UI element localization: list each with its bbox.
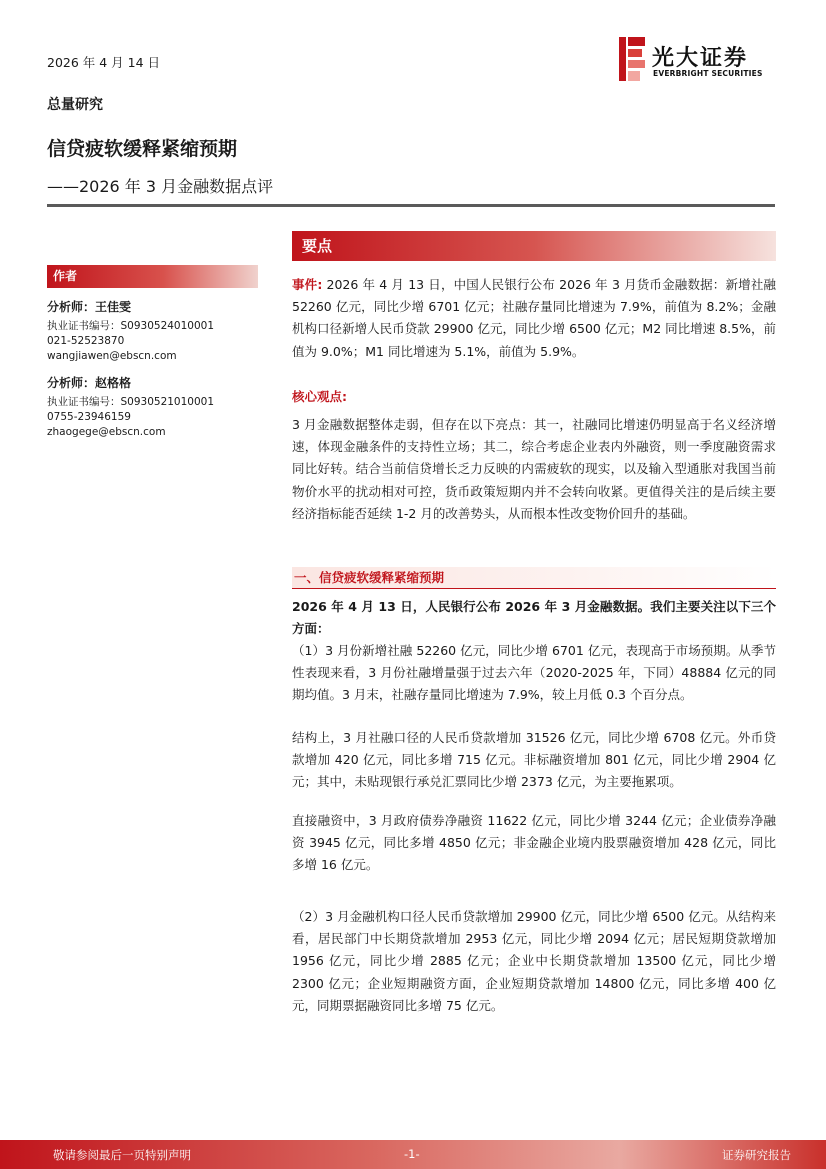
event-paragraph [292,274,776,363]
section-heading: 一、信贷疲软缓释紧缩预期 [292,567,776,589]
core-view-paragraph: 3 月金融数据整体走弱，但存在以下亮点：其一，社融同比增速仍明显高于名义经济增速，体现金融条件的支持性立场；其二，综合考虑企业表内外融资，则一季度融资需求同比好转。结合当前信贷增长乏力反映的内需疲软的现实，以及输入型通胀对我国当前物价水平的扰动相对可控，货币政策短期内并不会转向收紧。更值得关注的是后续主要经济指标能否延续 1-2 月的改善势头，从而根本性改变物价回升的基础。 [292,417,776,521]
analyst-name: 分析师：赵格格 [47,376,132,390]
report-date: 2026 年 4 月 14 日 [47,55,161,70]
report-subtitle: ——2026 年 3 月金融数据点评 [47,177,274,196]
analyst-license: 执业证书编号：S0930524010001 [47,320,215,332]
page-number: -1- [404,1147,420,1161]
analyst-email[interactable]: wangjiawen@ebscn.com [47,350,177,362]
core-view-label [292,386,776,408]
key-points-heading: 要点 [292,231,776,261]
analyst-name: 分析师：王佳雯 [47,300,132,314]
logo-english-name: EVERBRIGHT SECURITIES [653,69,763,78]
header-divider [47,204,775,207]
footer-disclaimer[interactable]: 敬请参阅最后一页特别声明 [53,1148,191,1162]
direct-financing-paragraph: 直接融资中，3 月政府债券净融资 11622 亿元，同比少增 3244 亿元；企业债券净融资 3945 亿元，同比多增 4850 亿元；非金融企业境内股票融资增加 428 亿元，同比多增 16 亿元。 [292,813,776,873]
section-intro: 2026 年 4 月 13 日，人民银行公布 2026 年 3 月金融数据。我们主要关注以下三个方面： [292,599,776,637]
analyst-license: 执业证书编号：S0930521010001 [47,396,215,408]
structure-paragraph: 结构上，3 月社融口径的人民币贷款增加 31526 亿元，同比少增 6708 亿元。外币贷款增加 420 亿元，同比多增 715 亿元。非标融资增加 801 亿元，同比少增 2904 亿元；其中，未贴现银行承兑汇票同比少增 2373 亿元，为主要拖累项。 [292,730,776,790]
everbright-logo-icon [619,37,645,81]
core-view-label-text: 核心观点: [292,389,347,404]
report-title: 信贷疲软缓释紧缩预期 [47,138,238,160]
analyst-phone: 0755-23946159 [47,411,131,423]
author-heading: 作者 [47,265,258,288]
page-footer [0,1140,826,1169]
analyst-block [47,374,214,440]
analyst-email[interactable]: zhaogege@ebscn.com [47,426,166,438]
logo-chinese-name: 光大证券 [652,46,749,71]
event-text: 2026 年 4 月 13 日，中国人民银行公布 2026 年 3 月货币金融数据：新增社融 52260 亿元，同比少增 6701 亿元；社融存量同比增速为 7.9%，前值为 8.2%；金融机构口径新增人民币贷款 29900 亿元，同比少增 6500 亿元；M2 同比增速 8.5%，前值为 9.0%；M1 同比增速为 5.1%，前值为 5.9%。 [292,277,777,359]
loans-paragraph: （2）3 月金融机构口径人民币贷款增加 29900 亿元，同比少增 6500 亿元。从结构来看，居民部门中长期贷款增加 2953 亿元，同比少增 2094 亿元；居民短期贷款增加 1956 亿元，同比少增 2885 亿元；企业中长期贷款增加 13500 亿元，同比少增 2300 亿元；企业短期融资方面，企业短期贷款增加 14800 亿元，同比多增 400 亿元，同期票据融资同比多增 75 亿元。 [292,909,776,1013]
report-category: 总量研究 [47,97,103,113]
analyst-block [47,298,214,364]
event-label: 事件: [292,277,323,292]
social-financing-paragraph: （1）3 月份新增社融 52260 亿元，同比少增 6701 亿元，表现高于市场预期。从季节性表现来看，3 月份社融增量强于过去六年（2020-2025 年，下同）48884 亿元的同期均值。3 月末，社融存量同比增速为 7.9%，较上月低 0.3 个百分点。 [292,643,776,703]
analyst-phone: 021-52523870 [47,335,125,347]
footer-report-type: 证券研究报告 [722,1148,791,1162]
